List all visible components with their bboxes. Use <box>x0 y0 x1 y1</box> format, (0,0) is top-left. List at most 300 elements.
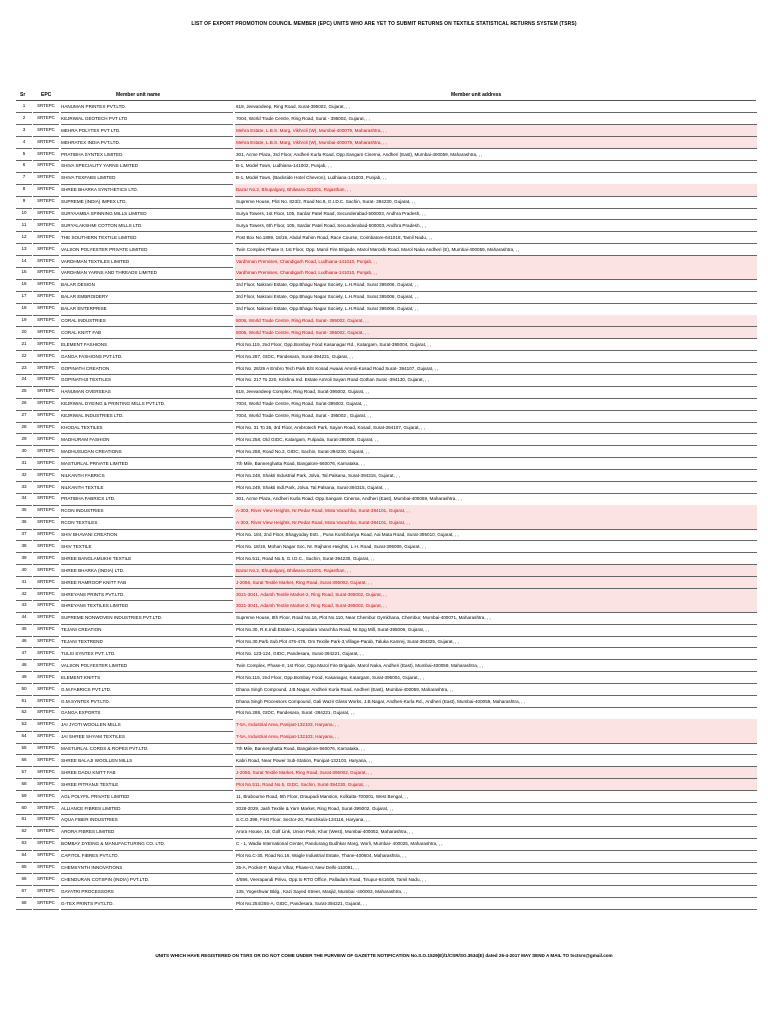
table-row <box>16 291 756 303</box>
member-name-cell: ELEMENT FASHIONS <box>61 339 233 351</box>
member-address-cell: 135, Yogeshwar Bldg., Kazi Sayed Street, Masjid, Mumbai -400003, Maharashtra, , , <box>235 886 757 898</box>
member-address-cell: 7004, World Trade Centre, Ring Road, Surat - 395002, Gujarat, , , <box>235 113 757 125</box>
table-row <box>16 862 756 874</box>
member-address-cell: 7004, World Trade Centre, Ring Road, Surat - 395002 , Gujarat, , , <box>235 410 757 422</box>
epc-cell: SRTEPC <box>33 517 59 529</box>
sr-cell: 37 <box>16 529 32 541</box>
sr-cell: 49 <box>16 672 32 684</box>
epc-cell: SRTEPC <box>33 577 59 589</box>
member-name-cell: G.M.SYNTEX PVT.LTD. <box>61 696 233 708</box>
table-row <box>16 743 756 755</box>
member-name-cell: SHREE RAMROOP KNITT FAB <box>61 577 233 589</box>
member-address-cell: A-303, River View Heights, Nr.Pedar Road, Mota Varachha, Surat-394101, Gujarat, , , <box>235 517 757 529</box>
table-row <box>16 648 756 660</box>
member-address-cell: Arora House, 16, Golf Link, Union Park, Khar (West), Mumbai-400052, Maharashtra, , , <box>235 826 757 838</box>
epc-cell: SRTEPC <box>33 803 59 815</box>
member-name-cell: RCON TEXTILES <box>61 517 233 529</box>
sr-cell: 35 <box>16 505 32 517</box>
member-name-cell: NILKANTH TEXTILE <box>61 482 233 494</box>
member-address-cell: Vardhman Premises, Chandigarh Road, Ludhiana-141010, Punjab, , , <box>235 267 757 279</box>
epc-cell: SRTEPC <box>33 422 59 434</box>
table-row <box>16 767 756 779</box>
table-row <box>16 196 756 208</box>
member-address-cell: Plot No.C-30, Road No.16, Wagle Industrial Estate, Thane-400604, Maharashtra, , , <box>235 850 757 862</box>
sr-cell: 54 <box>16 731 32 743</box>
member-address-cell: Plot No. 123-124, GIDC, Pandesara, Surat-394221, Gujarat, , , <box>235 648 757 660</box>
epc-cell: SRTEPC <box>33 696 59 708</box>
member-address-cell: Mehra Estate, L.B.S. Marg, Vikhroli (W), Mumbai-400079, Maharashtra, , , <box>235 125 757 137</box>
sr-cell: 26 <box>16 398 32 410</box>
table-row <box>16 755 756 767</box>
member-name-cell: AQUA FIBER INDUSTRIES <box>61 814 233 826</box>
member-address-cell: 7th Mile, Bannerghatta Road, Bangalore-560076, Karnataka, , , <box>235 458 757 470</box>
sr-cell: 12 <box>16 232 32 244</box>
member-address-cell: Plot No.30, R.K.Indl.Estate-1, Kapodara Varachha Road, Nr.Spg Mill, Surat-395006, Gujarat, , , <box>235 624 757 636</box>
epc-cell: SRTEPC <box>33 636 59 648</box>
sr-cell: 36 <box>16 517 32 529</box>
member-address-cell: 25-A, Pocket-F, Mayur Vihar, Phase-II, New Delhi-110091, , , <box>235 862 757 874</box>
table-row <box>16 220 756 232</box>
epc-cell: SRTEPC <box>33 244 59 256</box>
member-name-cell: TULSI SYNTEX PVT. LTD. <box>61 648 233 660</box>
sr-cell: 18 <box>16 303 32 315</box>
sr-cell: 59 <box>16 791 32 803</box>
epc-cell: SRTEPC <box>33 886 59 898</box>
epc-cell: SRTEPC <box>33 386 59 398</box>
epc-cell: SRTEPC <box>33 470 59 482</box>
member-address-cell: Dhana Singh Processors Compound, Gali Wazir Glass Works, J.B.Nagar, Andheri-Kurla Rd., Andheri (East), Mumbai-400059, Maharashtra, , , <box>235 696 757 708</box>
table-row <box>16 327 756 339</box>
member-name-cell: SHREYANS TEXTILES LIMITED <box>61 600 233 612</box>
epc-cell: SRTEPC <box>33 446 59 458</box>
member-address-cell: 3rd Floor, Nakrani Estate, Opp.Bhagu Nagar Society, L.H.Road, Surat 395006, Gujarat, , , <box>235 279 757 291</box>
epc-cell: SRTEPC <box>33 743 59 755</box>
sr-cell: 38 <box>16 541 32 553</box>
member-name-cell: BALAR DESIGN <box>61 279 233 291</box>
epc-cell: SRTEPC <box>33 339 59 351</box>
table-row <box>16 279 756 291</box>
member-name-cell: SHIVA TEXFABS LIMITED <box>61 172 233 184</box>
table-row <box>16 315 756 327</box>
member-name-cell: NILKANTH FABRICS <box>61 470 233 482</box>
sr-cell: 21 <box>16 339 32 351</box>
epc-cell: SRTEPC <box>33 814 59 826</box>
member-address-cell: Plot No.258, Old GIDC, Katargam, Fulpada, Surat-395008, Gujarat, , , <box>235 434 757 446</box>
member-address-cell: Bazar No.2, Bhupalganj, Bhilwara-311001, Rajasthan, , , <box>235 565 757 577</box>
table-body <box>16 100 756 910</box>
table-row <box>16 589 756 601</box>
table-row <box>16 684 756 696</box>
epc-cell: SRTEPC <box>33 137 59 149</box>
table-row <box>16 208 756 220</box>
epc-cell: SRTEPC <box>33 351 59 363</box>
epc-cell: SRTEPC <box>33 838 59 850</box>
epc-cell: SRTEPC <box>33 672 59 684</box>
member-address-cell: Plot No.254/255-A, GIDC, Pandesara, Surat-394221, Gujarat, , , <box>235 898 757 910</box>
table-row <box>16 541 756 553</box>
epc-cell: SRTEPC <box>33 589 59 601</box>
sr-cell: 33 <box>16 482 32 494</box>
table-row <box>16 113 756 125</box>
table-row <box>16 838 756 850</box>
table-row <box>16 826 756 838</box>
member-name-cell: SURYAAMBA SPINNING MILLS LIMITED <box>61 208 233 220</box>
member-address-cell: Kabri Road, Near Power Sub-Station, Panipat-132103, Haryana, , , <box>235 755 757 767</box>
epc-cell: SRTEPC <box>33 731 59 743</box>
column-header-sr: Sr <box>20 92 26 98</box>
epc-cell: SRTEPC <box>33 850 59 862</box>
table-row <box>16 482 756 494</box>
table-row <box>16 398 756 410</box>
epc-cell: SRTEPC <box>33 256 59 268</box>
epc-cell: SRTEPC <box>33 374 59 386</box>
sr-cell: 50 <box>16 684 32 696</box>
table-row <box>16 470 756 482</box>
member-address-cell: Plot No.30,Parb Sub Plot 475-476, Om Textile Park-3,Village-Parab, Taluka Kamrej, Surat-394325, Gujarat, , , <box>235 636 757 648</box>
member-name-cell: ELEMENT KNITTS <box>61 672 233 684</box>
member-address-cell: T-5A, Industrial Area, Panipat-132103, Haryana, , , <box>235 731 757 743</box>
member-name-cell: KEJRIWAL GEOTECH PVT LTD <box>61 113 233 125</box>
table-row <box>16 850 756 862</box>
table-row <box>16 636 756 648</box>
sr-cell: 60 <box>16 803 32 815</box>
member-name-cell: BALAR ENTERPRISE <box>61 303 233 315</box>
member-address-cell: Post Box No.1899, 18/19, Abdul Rahim Road, Race Course, Coimbatore-641018, Tamil Nadu, , , <box>235 232 757 244</box>
member-address-cell: Plot No.249, Shakti Indl.Park, Jolva, Tal.Palsana, Surat-394315, Gujarat, , , <box>235 482 757 494</box>
epc-cell: SRTEPC <box>33 898 59 910</box>
sr-cell: 62 <box>16 826 32 838</box>
sr-cell: 58 <box>16 779 32 791</box>
sr-cell: 66 <box>16 874 32 886</box>
member-name-cell: G-TEX PRINTS PVT.LTD. <box>61 898 233 910</box>
sr-cell: 68 <box>16 898 32 910</box>
table-row <box>16 803 756 815</box>
table-row <box>16 172 756 184</box>
member-name-cell: GOPINATH CREATION <box>61 363 233 375</box>
member-name-cell: TEJANI TEXTREND <box>61 636 233 648</box>
epc-cell: SRTEPC <box>33 600 59 612</box>
member-name-cell: MADHURAM FASHION <box>61 434 233 446</box>
sr-cell: 56 <box>16 755 32 767</box>
member-name-cell: VARDHMAN TEXTILES LIMITED <box>61 256 233 268</box>
member-name-cell: MASTURLAL CORDS & ROPES PVT.LTD. <box>61 743 233 755</box>
epc-cell: SRTEPC <box>33 791 59 803</box>
table-row <box>16 779 756 791</box>
sr-cell: 30 <box>16 446 32 458</box>
sr-cell: 9 <box>16 196 32 208</box>
table-row <box>16 232 756 244</box>
member-name-cell: AGL POLYFIL PRIVATE LIMITED <box>61 791 233 803</box>
epc-cell: SRTEPC <box>33 315 59 327</box>
epc-cell: SRTEPC <box>33 113 59 125</box>
table-row <box>16 446 756 458</box>
member-name-cell: SHIV BHAVANI CREATION <box>61 529 233 541</box>
sr-cell: 23 <box>16 363 32 375</box>
member-address-cell: 8006, World Trade Centre, Ring Road, Surat- 395002, Gujarat, , , <box>235 327 757 339</box>
table-row <box>16 719 756 731</box>
table-row <box>16 814 756 826</box>
epc-cell: SRTEPC <box>33 529 59 541</box>
sr-cell: 51 <box>16 696 32 708</box>
table-row <box>16 612 756 624</box>
member-name-cell: GANGA FASHIONS PVT.LTD. <box>61 351 233 363</box>
sr-cell: 3 <box>16 125 32 137</box>
member-table <box>16 92 756 910</box>
member-name-cell: CORAL INDUSTRIES <box>61 315 233 327</box>
sr-cell: 25 <box>16 386 32 398</box>
epc-cell: SRTEPC <box>33 149 59 161</box>
epc-cell: SRTEPC <box>33 291 59 303</box>
member-name-cell: CHEMSYNTH INNOVATIONS <box>61 862 233 874</box>
epc-cell: SRTEPC <box>33 160 59 172</box>
member-address-cell: 618, Jeevandeep Complex, Ring Road, Surat-395002, Gujarat, , , <box>235 386 757 398</box>
sr-cell: 61 <box>16 814 32 826</box>
member-name-cell: VARDHMAN YARNS AND THREADS LIMITED <box>61 267 233 279</box>
document-title: LIST OF EXPORT PROMOTION COUNCIL MEMBER (EPC) UNITS WHO ARE YET TO SUBMIT RETURNS ON TEXTILE STATISTICAL RETURNS SYSTEM (TSRS) <box>191 21 577 27</box>
table-row <box>16 600 756 612</box>
table-row <box>16 553 756 565</box>
member-name-cell: HANUMAN PRINTEX PVT.LTD. <box>61 101 233 113</box>
epc-cell: SRTEPC <box>33 541 59 553</box>
table-row <box>16 660 756 672</box>
table-row <box>16 374 756 386</box>
sr-cell: 67 <box>16 886 32 898</box>
member-address-cell: Plot No. 28/29 A Embro Tech Park B/S Kosad Awaas Amroli-Kosad Road Surat- 394107, Gujarat, , , <box>235 363 757 375</box>
member-name-cell: KEJRIWAL INDUSTRIES LTD. <box>61 410 233 422</box>
member-name-cell: SUPREME NONWOVEN INDUSTRIES PVT.LTD. <box>61 612 233 624</box>
sr-cell: 44 <box>16 612 32 624</box>
member-name-cell: CAPITOL FIBRES PVT.LTD. <box>61 850 233 862</box>
member-name-cell: SHREE PITRANJI TEXTILE <box>61 779 233 791</box>
member-name-cell: KEJRIWAL DYEING & PRINTING MILLS PVT.LTD. <box>61 398 233 410</box>
epc-cell: SRTEPC <box>33 184 59 196</box>
member-name-cell: SHIV TEXTILE <box>61 541 233 553</box>
epc-cell: SRTEPC <box>33 660 59 672</box>
sr-cell: 4 <box>16 137 32 149</box>
sr-cell: 52 <box>16 707 32 719</box>
sr-cell: 28 <box>16 422 32 434</box>
member-name-cell: JAI SHREE SHYAM TEXTILES <box>61 731 233 743</box>
sr-cell: 14 <box>16 256 32 268</box>
sr-cell: 27 <box>16 410 32 422</box>
member-address-cell: Plot No.115, 2nd Floor, Opp.Bombay Food Kasanagar Rd., Katargam, Surat-395004, Gujarat, , , <box>235 339 757 351</box>
member-name-cell: RCON INDUSTRIES <box>61 505 233 517</box>
sr-cell: 2 <box>16 113 32 125</box>
member-address-cell: Plot No.248, Shakti Industrial Park, Jolva, Tal.Palsana, Surat-394315, Gujarat, , , <box>235 470 757 482</box>
epc-cell: SRTEPC <box>33 553 59 565</box>
table-row <box>16 244 756 256</box>
epc-cell: SRTEPC <box>33 101 59 113</box>
member-name-cell: G.M.FABRICS PVT.LTD. <box>61 684 233 696</box>
member-address-cell: 2028-2029, Jash Textile & Yarn Market, Ring Road, Surat-395002, Gujarat, , , <box>235 803 757 815</box>
member-address-cell: Twin Complex, Phase-II, 1st Floor, Opp.Marol Fire Brigade, Marol Naka, Andheri (East), Mumbai-400059, Maharashtra, , , <box>235 660 757 672</box>
sr-cell: 1 <box>16 101 32 113</box>
member-name-cell: GANGA EXPORTS <box>61 707 233 719</box>
member-address-cell: Plot No.511, Road No.5, GIDC, Sachin, Surat-394230, Gujarat, , , <box>235 779 757 791</box>
epc-cell: SRTEPC <box>33 505 59 517</box>
table-row <box>16 529 756 541</box>
sr-cell: 34 <box>16 493 32 505</box>
member-name-cell: CORAL KNITT FAB <box>61 327 233 339</box>
member-name-cell: MEHRA POLYTEX PVT LTD. <box>61 125 233 137</box>
sr-cell: 55 <box>16 743 32 755</box>
member-name-cell: MEHRATEX INDIA PVT.LTD. <box>61 137 233 149</box>
table-row <box>16 731 756 743</box>
epc-cell: SRTEPC <box>33 482 59 494</box>
epc-cell: SRTEPC <box>33 267 59 279</box>
sr-cell: 17 <box>16 291 32 303</box>
footer-note: UNITS WHICH HAVE REGISTERED ON TSRS OR DO NOT COME UNDER THE PURVIEW OF GAZETTE NOTIFICATION No.S.O.1529(E)/1/CSR/SO.3534(E) dated 26-4-2017 MAY SEND A MAIL TO tsctsrs@gmail.com <box>155 953 613 958</box>
member-address-cell: B-1, Model Town, (Backside Hotel Chevron), Ludhiana-141003, Punjab, , , <box>235 172 757 184</box>
member-address-cell: Twin Complex Phase II, 1st Floor, Opp. Marol Fire Brigade, Marol Maroshi Road, Marol Naka Andheri (E), Mumbai-400059, Maharashtra, , , <box>235 244 757 256</box>
sr-cell: 20 <box>16 327 32 339</box>
epc-cell: SRTEPC <box>33 874 59 886</box>
table-row <box>16 696 756 708</box>
member-address-cell: Plot No.288, GIDC, Pandesara, Surat -394221, Gujarat, , , <box>235 707 757 719</box>
member-address-cell: Dhana Singh Compound, J.B.Nagar, Andheri Kurla Road, Andheri (East), Mumbai-400059, Maharashtra, , , <box>235 684 757 696</box>
member-address-cell: Mehra Estate, L.B.S. Marg, Vikhroli (W), Mumbai-400079, Maharashtra, , , <box>235 137 757 149</box>
member-name-cell: MADHUSUDAN CREATIONS <box>61 446 233 458</box>
table-row <box>16 339 756 351</box>
table-row <box>16 184 756 196</box>
epc-cell: SRTEPC <box>33 208 59 220</box>
sr-cell: 15 <box>16 267 32 279</box>
sr-cell: 24 <box>16 374 32 386</box>
epc-cell: SRTEPC <box>33 172 59 184</box>
table-row <box>16 267 756 279</box>
member-address-cell: 11, Brabourne Road, 5th Floor, Draupadi Mansion, Kolkatta-700001, West Bengal, , , <box>235 791 757 803</box>
sr-cell: 45 <box>16 624 32 636</box>
table-header <box>16 92 756 100</box>
table-row <box>16 410 756 422</box>
member-address-cell: 3021-3041, Adarsh Textile Market-2, Ring Road, Surat-395002, Gujarat, , , <box>235 589 757 601</box>
member-name-cell: SHREE BHARKA SYNTHETICS LTD. <box>61 184 233 196</box>
member-name-cell: JAI JYOTI WOOLLEN MILLS <box>61 719 233 731</box>
epc-cell: SRTEPC <box>33 779 59 791</box>
table-row <box>16 160 756 172</box>
member-name-cell: THE SOUTHERN TEXTILE LIMITED <box>61 232 233 244</box>
epc-cell: SRTEPC <box>33 232 59 244</box>
member-address-cell: 3rd Floor, Nakrani Estate, Opp.Bhagu Nagar Society, L.H.Road, Surat 395006, Gujarat, , , <box>235 291 757 303</box>
member-address-cell: 3rd Floor, Nakrani Estate, Opp.Bhagu Nagar Society, L.H.Road, Surat 395006, Gujarat, , , <box>235 303 757 315</box>
sr-cell: 22 <box>16 351 32 363</box>
member-name-cell: TEJANI CREATION <box>61 624 233 636</box>
member-address-cell: Surya Towers, 1st Floor, 105, Sardar Patel Road, Secunderabad-500003, Andhra Pradesh, , , <box>235 208 757 220</box>
sr-cell: 31 <box>16 458 32 470</box>
member-name-cell: SHREE BHARKA (INDIA) LTD. <box>61 565 233 577</box>
column-header-name: Member unit name <box>116 92 161 98</box>
table-row <box>16 101 756 113</box>
sr-cell: 39 <box>16 553 32 565</box>
sr-cell: 47 <box>16 648 32 660</box>
epc-cell: SRTEPC <box>33 612 59 624</box>
table-row <box>16 565 756 577</box>
table-row <box>16 125 756 137</box>
member-address-cell: 4/596, Veerapandi Pirivu, Opp.to RTO Office, Palladam Road, Tirupur-641605, Tamil Nadu, , , <box>235 874 757 886</box>
member-address-cell: Plot No. 217 To 220, Krishna Ind. Estate Amroli Sayan Road Gothan Surat -394130, Gujarat, , , <box>235 374 757 386</box>
member-address-cell: 3021-3041, Adarsh Textile Market-2, Ring Road, Surat-395002, Gujarat, , , <box>235 600 757 612</box>
epc-cell: SRTEPC <box>33 648 59 660</box>
member-address-cell: 8006, World Trade Centre, Ring Road, Surat- 395002, Gujarat, , , <box>235 315 757 327</box>
member-address-cell: Supreme House, 8th Floor, Road No.16, Plot No.110, Near Chembur Gymkhana, Chembur, Mumbai-400071, Maharashtra, , , <box>235 612 757 624</box>
epc-cell: SRTEPC <box>33 125 59 137</box>
table-row <box>16 149 756 161</box>
member-name-cell: SHIVA SPECIALITY YARNS LIMITED <box>61 160 233 172</box>
member-address-cell: Vardhman Premises, Chandigarh Road, Ludhiana-141010, Punjab, , , <box>235 256 757 268</box>
epc-cell: SRTEPC <box>33 279 59 291</box>
sr-cell: 42 <box>16 589 32 601</box>
table-row <box>16 577 756 589</box>
member-address-cell: Plot No.287, GIDC, Pandesara, Surat-394221, Gujarat, , , <box>235 351 757 363</box>
table-row <box>16 351 756 363</box>
member-address-cell: Plot No. 18/19, Mohan Nagar Soc, Nr. Rajhans Heights, L.H. Road, Surat-395006, Gujarat, , , <box>235 541 757 553</box>
epc-cell: SRTEPC <box>33 458 59 470</box>
sr-cell: 16 <box>16 279 32 291</box>
member-address-cell: J-2056, Surat Textile Market, Ring Road, Surat-395002, Gujarat, , , <box>235 767 757 779</box>
member-name-cell: CHENDURAN COTSPIN (INDIA) PVT.LTD. <box>61 874 233 886</box>
sr-cell: 40 <box>16 565 32 577</box>
sr-cell: 53 <box>16 719 32 731</box>
member-name-cell: PRATIBHA FABRICS LTD. <box>61 493 233 505</box>
epc-cell: SRTEPC <box>33 719 59 731</box>
table-row <box>16 898 756 910</box>
member-address-cell: Plot No.258, Road No.2, GIDC, Sachin, Surat-394230, Gujarat, , , <box>235 446 757 458</box>
table-row <box>16 517 756 529</box>
member-name-cell: PRATIBHA SYNTEX LIMITED <box>61 149 233 161</box>
table-row <box>16 386 756 398</box>
member-address-cell: S.C.O.398, First Floor, Sector-20, Panchkula-134116, Haryana, , , <box>235 814 757 826</box>
sr-cell: 46 <box>16 636 32 648</box>
sr-cell: 11 <box>16 220 32 232</box>
member-name-cell: VALSON POLYESTER LIMITED <box>61 660 233 672</box>
member-address-cell: A-303, River View Heights, Nr.Pedar Road, Mota Varachha, Surat-394101, Gujarat, , , <box>235 505 757 517</box>
member-name-cell: SURYALAKSHMI COTTON MILLS LTD. <box>61 220 233 232</box>
table-row <box>16 137 756 149</box>
epc-cell: SRTEPC <box>33 434 59 446</box>
column-header-epc: EPC <box>41 92 52 98</box>
table-row <box>16 624 756 636</box>
epc-cell: SRTEPC <box>33 767 59 779</box>
sr-cell: 6 <box>16 160 32 172</box>
epc-cell: SRTEPC <box>33 565 59 577</box>
sr-cell: 13 <box>16 244 32 256</box>
member-name-cell: KHODAL TEXTILES <box>61 422 233 434</box>
sr-cell: 63 <box>16 838 32 850</box>
member-address-cell: 301, Acme Plaza, Andheri Kurla Road, Opp.Sangam Cinema, Andheri (East), Mumbai-400059, Maharashtra, , , <box>235 493 757 505</box>
member-name-cell: SHREE BALAJI WOOLLEN MILLS <box>61 755 233 767</box>
member-address-cell: J-2056, Surat Textile Market, Ring Road, Surat-395002, Gujarat, , , <box>235 577 757 589</box>
sr-cell: 8 <box>16 184 32 196</box>
epc-cell: SRTEPC <box>33 327 59 339</box>
member-address-cell: 7004, World Trade Centre, Ring Road, Surat-395002, Gujarat, , , <box>235 398 757 410</box>
epc-cell: SRTEPC <box>33 363 59 375</box>
sr-cell: 41 <box>16 577 32 589</box>
sr-cell: 5 <box>16 149 32 161</box>
sr-cell: 29 <box>16 434 32 446</box>
table-row <box>16 256 756 268</box>
member-name-cell: GOPINATHJI TEXTILES <box>61 374 233 386</box>
sr-cell: 57 <box>16 767 32 779</box>
member-address-cell: Plot No. 31 To 36, 3rd Floor, Ambrotech Park, Sayan Road, Kosad, Surat-394107, Gujarat, , , <box>235 422 757 434</box>
sr-cell: 19 <box>16 315 32 327</box>
epc-cell: SRTEPC <box>33 196 59 208</box>
member-address-cell: 618, Jeevandeep, Ring Road, Surat-395002, Gujarat, , , <box>235 101 757 113</box>
table-row <box>16 303 756 315</box>
epc-cell: SRTEPC <box>33 826 59 838</box>
sr-cell: 65 <box>16 862 32 874</box>
table-row <box>16 886 756 898</box>
member-address-cell: Plot No.115, 2nd Floor, Opp.Bombay Food, Kasanagar, Katargam, Surat-395004, Gujarat, , , <box>235 672 757 684</box>
